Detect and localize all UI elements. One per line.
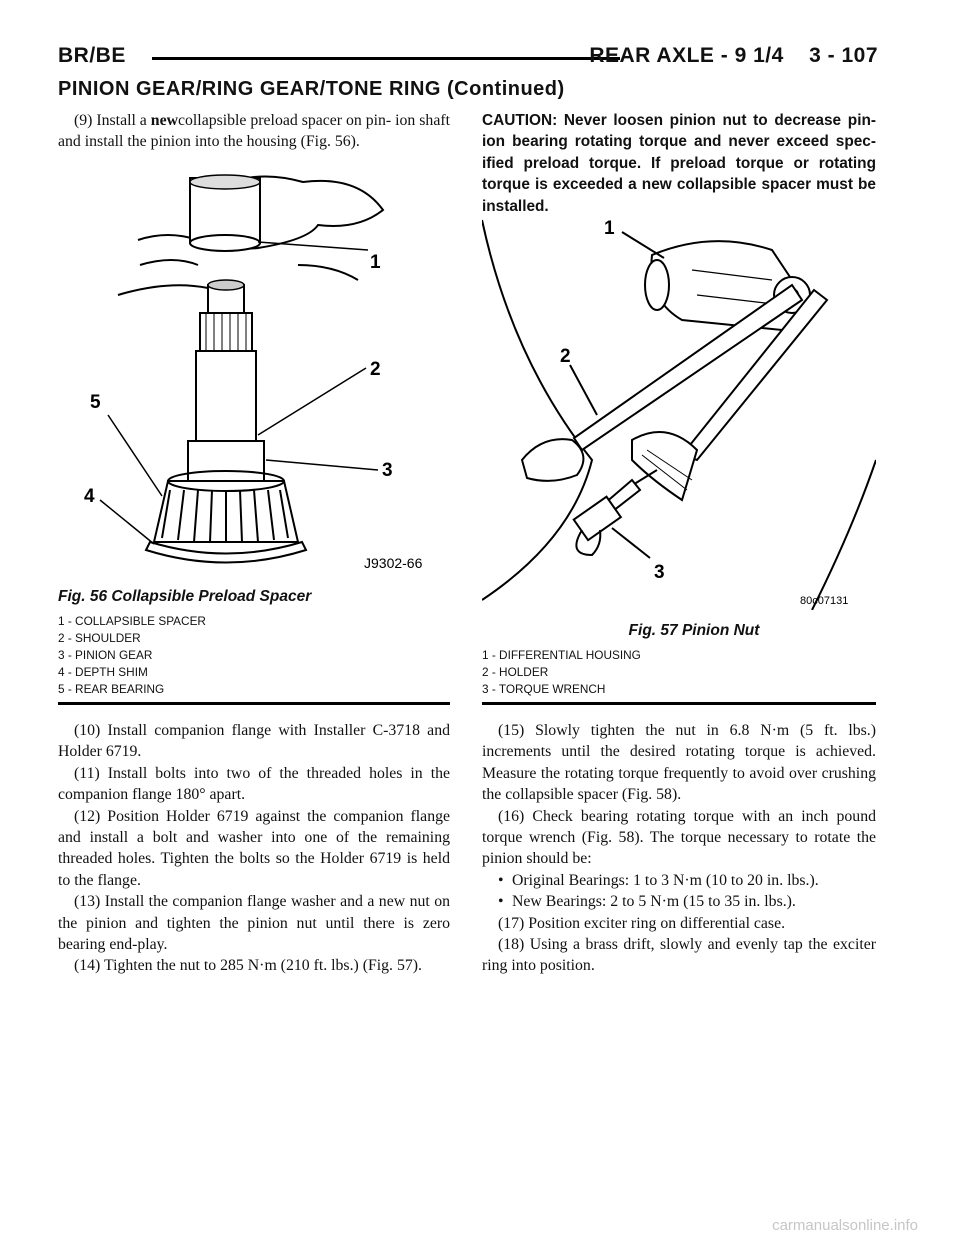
watermark: carmanualsonline.info — [772, 1217, 918, 1234]
fig56-legend-item: 1 - COLLAPSIBLE SPACER — [58, 614, 206, 628]
fig56-legend-item: 4 - DEPTH SHIM — [58, 665, 148, 679]
step-12: (12) Position Holder 6719 against the companion flange and install a bolt and washer into one of the remaining threaded holes. Tighten the bolts so the Holder 6719 is held to the flange. — [58, 807, 450, 889]
fig56-callout-5: 5 — [90, 392, 101, 413]
fig56-legend — [58, 613, 450, 698]
fig57-legend-item: 1 - DIFFERENTIAL HOUSING — [482, 648, 641, 662]
header-left: BR/BE — [58, 44, 126, 67]
step-10: (10) Install companion flange with Installer C-3718 and Holder 6719. — [58, 722, 450, 761]
bold-new: new — [150, 112, 178, 129]
fig56-legend-item: 3 - PINION GEAR — [58, 648, 153, 662]
header-rule — [152, 57, 620, 60]
fig57-caption: Fig. 57 Pinion Nut — [628, 622, 760, 639]
right-column-steps — [482, 720, 876, 977]
fig57-legend-item: 3 - TORQUE WRENCH — [482, 682, 606, 696]
caution-text: CAUTION: Never loosen pinion nut to decrease pin- ion bearing rotating torque and never exceed spec- ified preload torque. If preload torque or rotating torque is exceeded a new collapsible spacer must be installed. — [482, 112, 876, 215]
step-11: (11) Install bolts into two of the threaded holes in the companion flange 180° apart. — [58, 764, 450, 804]
header-right: REAR AXLE - 9 1/4 3 - 107 — [589, 44, 878, 67]
step-17: (17) Position exciter ring on differential case. — [498, 914, 786, 932]
fig57-illustration — [482, 210, 876, 610]
step-15: (15) Slowly tighten the nut in 6.8 N·m (5 ft. lbs.) increments until the desired rotating torque is achieved. Measure the rotating torque frequently to avoid over crushing the collapsible spacer (Fig. 58). — [482, 722, 876, 804]
step-9: (9) Install a newcollapsible preload spacer on pin- ion shaft and install the pinion into the housing (Fig. 56). — [58, 112, 450, 151]
fig56-illustration — [58, 170, 450, 580]
fig56-callout-2: 2 — [370, 359, 381, 380]
fig56-rule — [58, 702, 450, 705]
fig57-callout-3: 3 — [654, 562, 665, 583]
fig56-callout-4: 4 — [84, 486, 95, 507]
fig57-callout-2: 2 — [560, 346, 571, 367]
fig56-callout-1: 1 — [370, 252, 381, 273]
fig56-caption: Fig. 56 Collapsible Preload Spacer — [58, 588, 312, 605]
step-16: (16) Check bearing rotating torque with an inch pound torque wrench (Fig. 58). The torque necessary to rotate the pinion should be: — [482, 807, 876, 868]
left-column-intro — [58, 110, 450, 153]
fig57-legend — [482, 647, 876, 698]
bullet-new-bearings: • New Bearings: 2 to 5 N·m (15 to 35 in. lbs.). — [482, 891, 876, 912]
bullet-original-bearings: • Original Bearings: 1 to 3 N·m (10 to 20 in. lbs.). — [482, 870, 876, 891]
step-13: (13) Install the companion flange washer and a new nut on the pinion and tighten the pinion nut until there is zero bearing end-play. — [58, 893, 450, 954]
fig57-code: 80c07131 — [800, 595, 849, 607]
right-column-caution — [482, 110, 876, 217]
fig57-legend-item: 2 - HOLDER — [482, 665, 549, 679]
fig56-callout-3: 3 — [382, 460, 393, 481]
fig57-callout-1: 1 — [604, 218, 615, 239]
fig56-code: J9302-66 — [364, 555, 423, 571]
fig56-caption-block — [58, 588, 450, 698]
section-title: PINION GEAR/RING GEAR/TONE RING (Continued) — [58, 78, 565, 100]
fig57-rule — [482, 702, 876, 705]
left-column-steps — [58, 720, 450, 977]
fig56-legend-item: 2 - SHOULDER — [58, 631, 141, 645]
step-18: (18) Using a brass drift, slowly and evenly tap the exciter ring into position. — [482, 936, 876, 975]
fig56-legend-item: 5 - REAR BEARING — [58, 682, 165, 696]
step-14: (14) Tighten the nut to 285 N·m (210 ft. lbs.) (Fig. 57). — [74, 957, 422, 975]
fig57-caption-block — [482, 622, 876, 698]
